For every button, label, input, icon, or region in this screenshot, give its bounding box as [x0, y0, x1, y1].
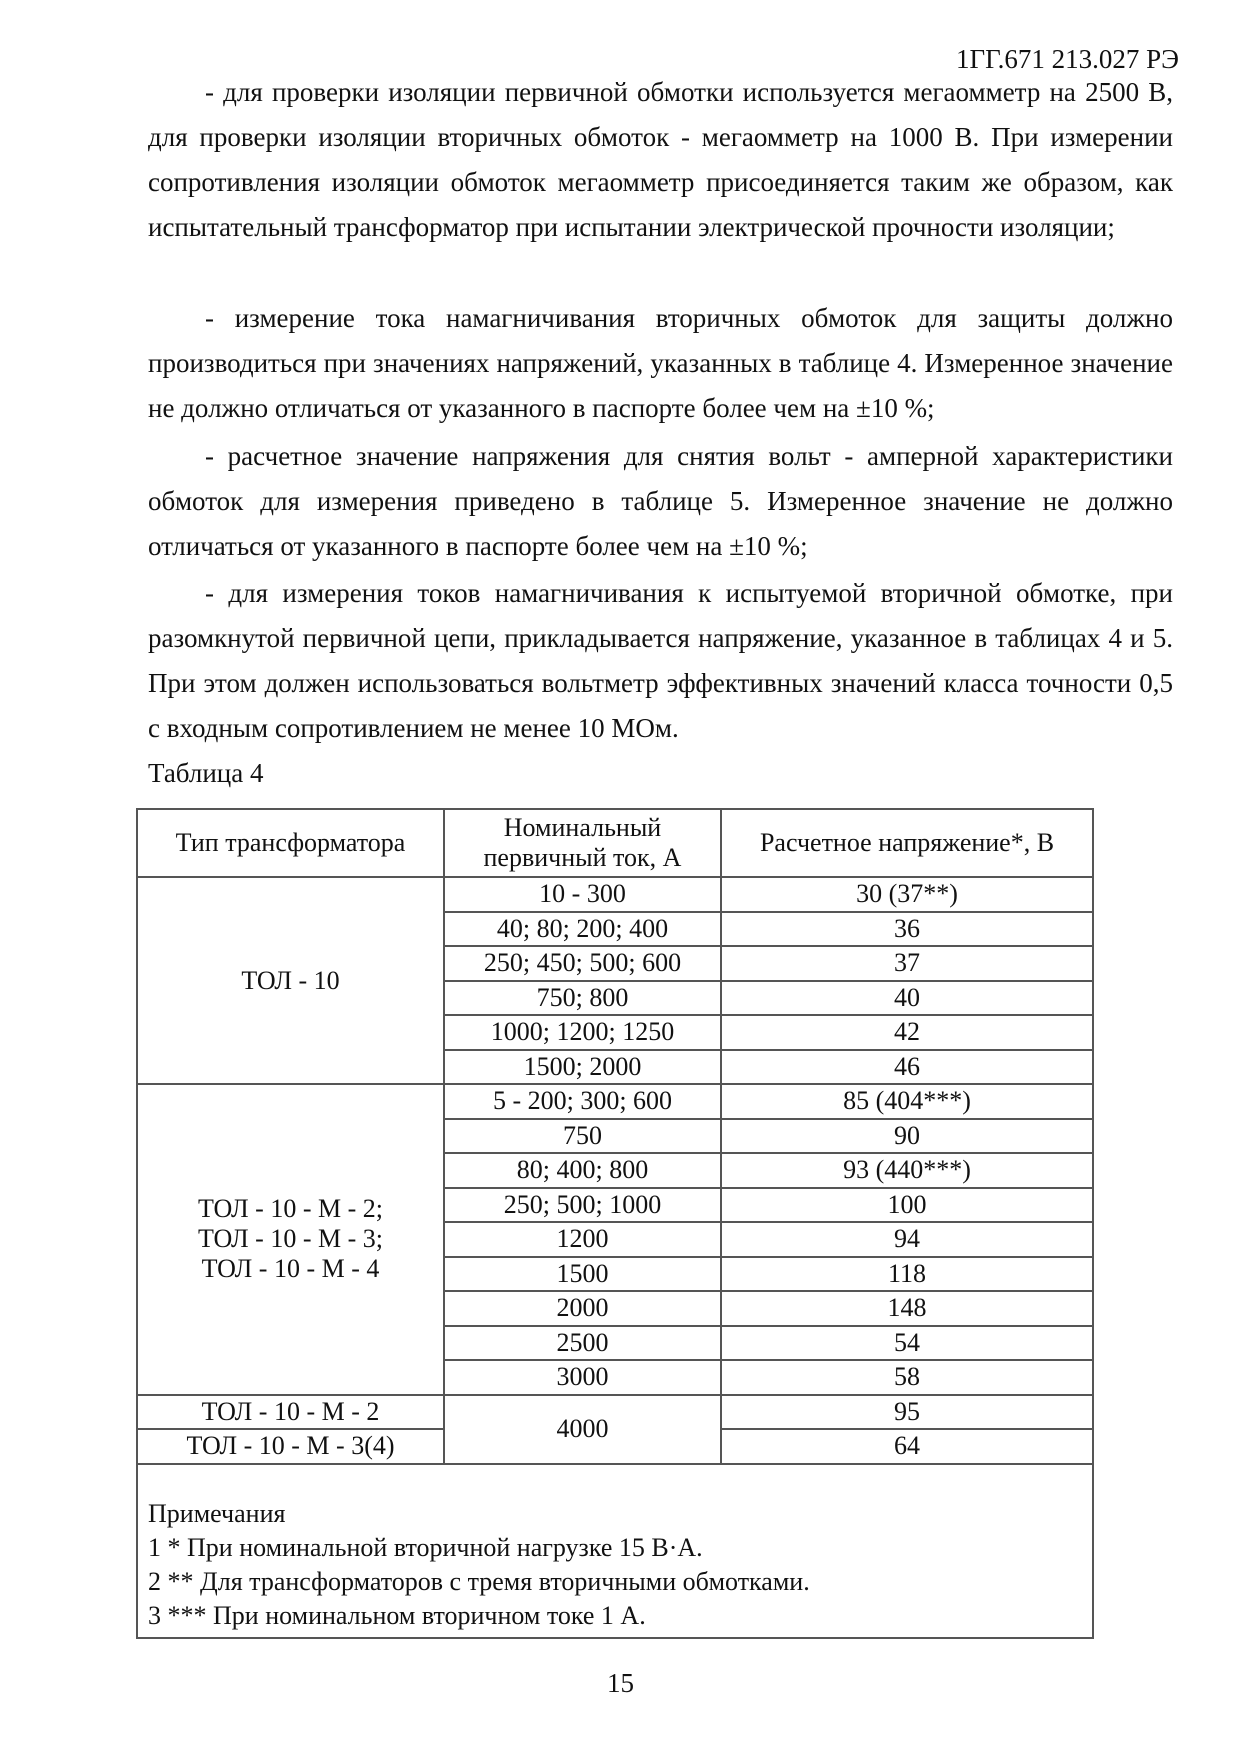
page-number: 15	[607, 1668, 634, 1698]
cell-current: 1500	[444, 1257, 721, 1292]
paragraph-volt-ampere: - расчетное значение напряжения для снятия вольт - амперной характеристики обмоток для измерения приведено в таблице 5. Измеренное значение не должно отличаться от указанного в паспорте более чем на ±10 %;	[148, 441, 1173, 561]
cell-type-tol10m	[137, 1084, 444, 1395]
cell-current: 250; 500; 1000	[444, 1188, 721, 1223]
cell-current: 80; 400; 800	[444, 1153, 721, 1188]
cell-voltage: 37	[721, 946, 1093, 981]
cell-voltage: 85 (404***)	[721, 1084, 1093, 1119]
cell-voltage: 118	[721, 1257, 1093, 1292]
cell-current: 10 - 300	[444, 877, 721, 912]
notes-row	[137, 1464, 1093, 1638]
cell-type: ТОЛ - 10 - М - 2	[137, 1395, 444, 1430]
cell-current: 1500; 2000	[444, 1050, 721, 1085]
cell-voltage: 58	[721, 1360, 1093, 1395]
cell-type-tol10: ТОЛ - 10	[137, 877, 444, 1084]
cell-current: 750; 800	[444, 981, 721, 1016]
cell-voltage: 148	[721, 1291, 1093, 1326]
cell-voltage: 42	[721, 1015, 1093, 1050]
cell-current: 1200	[444, 1222, 721, 1257]
header-rated-current: Номинальный первичный ток, А	[444, 809, 721, 877]
cell-voltage: 64	[721, 1429, 1093, 1464]
cell-current: 2000	[444, 1291, 721, 1326]
cell-voltage: 94	[721, 1222, 1093, 1257]
paragraph-insulation-check: - для проверки изоляции первичной обмотки используется мегаомметр на 2500 В, для проверки изоляции вторичных обмоток - мегаомметр на 1000 В. При измерении сопротивления изоляции обмоток мегаомметр присоединяется таким же образом, как испытательный трансформатор при испытании электрической прочности изоляции;	[148, 77, 1173, 242]
cell-current: 250; 450; 500; 600	[444, 946, 721, 981]
paragraph-magnetizing-current: - измерение тока намагничивания вторичных обмоток для защиты должно производиться при значениях напряжений, указанных в таблице 4. Измеренное значение не должно отличаться от указанного в паспорте более чем на ±10 %;	[148, 303, 1173, 423]
note-item: 3 *** При номинальном вторичном токе 1 А.	[148, 1600, 646, 1630]
cell-current: 2500	[444, 1326, 721, 1361]
notes-title: Примечания	[148, 1498, 286, 1528]
type-line: ТОЛ - 10 - М - 3;	[198, 1224, 383, 1254]
cell-current: 750	[444, 1119, 721, 1154]
table-4	[136, 808, 1094, 1639]
header-transformer-type: Тип трансформатора	[137, 809, 444, 877]
note-item: 1 * При номинальной вторичной нагрузке 15 В·А.	[148, 1532, 703, 1562]
cell-current: 1000; 1200; 1250	[444, 1015, 721, 1050]
notes-cell	[137, 1464, 1093, 1638]
cell-voltage: 90	[721, 1119, 1093, 1154]
cell-type: ТОЛ - 10 - М - 3(4)	[137, 1429, 444, 1464]
table-header-row	[137, 809, 1093, 877]
cell-current: 3000	[444, 1360, 721, 1395]
cell-current: 40; 80; 200; 400	[444, 912, 721, 947]
table-row	[137, 877, 1093, 912]
document-code: 1ГГ.671 213.027 РЭ	[955, 44, 1179, 74]
cell-voltage: 30 (37**)	[721, 877, 1093, 912]
type-line: ТОЛ - 10 - М - 4	[201, 1254, 380, 1284]
cell-voltage: 46	[721, 1050, 1093, 1085]
cell-voltage: 40	[721, 981, 1093, 1016]
paragraph-measurement-method: - для измерения токов намагничивания к испытуемой вторичной обмотке, при разомкнутой первичной цепи, прикладывается напряжение, указанное в таблицах 4 и 5. При этом должен использоваться вольтметр эффективных значений класса точности 0,5 с входным сопротивлением не менее 10 МОм.	[148, 578, 1173, 743]
table-row	[137, 1084, 1093, 1119]
cell-current: 5 - 200; 300; 600	[444, 1084, 721, 1119]
note-item: 2 ** Для трансформаторов с тремя вторичными обмотками.	[148, 1566, 810, 1596]
table-row	[137, 1395, 1093, 1430]
cell-voltage: 36	[721, 912, 1093, 947]
cell-voltage: 93 (440***)	[721, 1153, 1093, 1188]
table-caption: Таблица 4	[148, 758, 264, 788]
cell-voltage: 95	[721, 1395, 1093, 1430]
cell-current-4000: 4000	[444, 1395, 721, 1464]
header-calculated-voltage: Расчетное напряжение*, В	[721, 809, 1093, 877]
cell-voltage: 100	[721, 1188, 1093, 1223]
type-line: ТОЛ - 10 - М - 2;	[198, 1194, 383, 1224]
cell-voltage: 54	[721, 1326, 1093, 1361]
